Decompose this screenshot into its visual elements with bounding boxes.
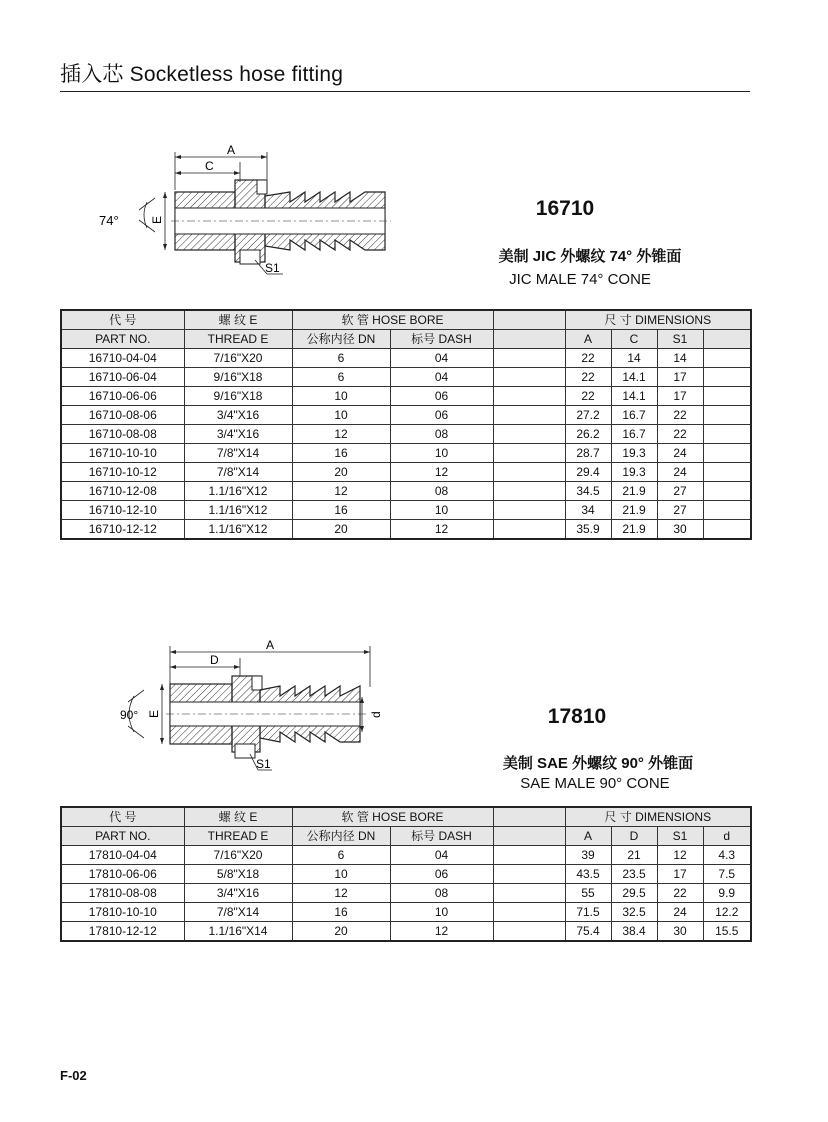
- table-cell: 21.9: [611, 482, 657, 501]
- dim-label-d-upper: D: [210, 653, 219, 667]
- table-cell: [493, 463, 565, 482]
- title-divider: [60, 91, 750, 92]
- table-row: [61, 884, 751, 903]
- table-row: [61, 368, 751, 387]
- table-cell: 30: [657, 922, 703, 942]
- table-cell: 39: [565, 846, 611, 865]
- spec-table-17810: [60, 806, 752, 942]
- table-cell: 17: [657, 368, 703, 387]
- part-number-cell: 16710-06-06: [61, 387, 184, 406]
- table-cell: 12.2: [703, 903, 751, 922]
- table-row: [61, 846, 751, 865]
- header-cell: d: [703, 827, 751, 846]
- table-cell: 9.9: [703, 884, 751, 903]
- table-cell: [703, 520, 751, 540]
- table-row: [61, 444, 751, 463]
- table-cell: 23.5: [611, 865, 657, 884]
- header-cell: 代 号: [61, 310, 184, 330]
- table-cell: 7/8"X14: [184, 444, 292, 463]
- table-cell: 28.7: [565, 444, 611, 463]
- table-cell: [493, 865, 565, 884]
- table-cell: 30: [657, 520, 703, 540]
- table-cell: 16: [292, 444, 390, 463]
- table-cell: 12: [292, 482, 390, 501]
- header-cell: S1: [657, 330, 703, 349]
- table-cell: 43.5: [565, 865, 611, 884]
- table-cell: 22: [565, 349, 611, 368]
- table-row: [61, 349, 751, 368]
- table-cell: [493, 884, 565, 903]
- product-name-cn-16710: 美制 JIC 外螺纹 74° 外锥面: [498, 248, 682, 265]
- table-cell: 6: [292, 349, 390, 368]
- table-row: [61, 865, 751, 884]
- table-cell: 20: [292, 922, 390, 942]
- dim-label-a: A: [227, 143, 236, 157]
- header-cell: 公称内径 DN: [292, 827, 390, 846]
- part-number-cell: 16710-10-10: [61, 444, 184, 463]
- part-number-cell: 17810-12-12: [61, 922, 184, 942]
- table-cell: [493, 387, 565, 406]
- table-cell: [703, 444, 751, 463]
- header-cell: [493, 330, 565, 349]
- table-cell: [703, 349, 751, 368]
- header-cell: 螺 纹 E: [184, 807, 292, 827]
- table-row: [61, 903, 751, 922]
- header-cell: PART NO.: [61, 330, 184, 349]
- dim-label-s1: S1: [256, 757, 271, 771]
- table-cell: 27.2: [565, 406, 611, 425]
- table-cell: 21.9: [611, 501, 657, 520]
- spec-table-16710: [60, 309, 752, 540]
- table-cell: 17: [657, 865, 703, 884]
- header-cell: [493, 827, 565, 846]
- table-row: [61, 520, 751, 540]
- table-cell: 22: [657, 406, 703, 425]
- table-cell: [703, 482, 751, 501]
- table-cell: 04: [390, 846, 493, 865]
- table-cell: [703, 368, 751, 387]
- part-number-cell: 17810-04-04: [61, 846, 184, 865]
- table-row: [61, 922, 751, 942]
- table-cell: 3/4"X16: [184, 406, 292, 425]
- table-cell: 7/16"X20: [184, 846, 292, 865]
- table-cell: 08: [390, 425, 493, 444]
- table-cell: 24: [657, 463, 703, 482]
- table-cell: 06: [390, 406, 493, 425]
- table-cell: 4.3: [703, 846, 751, 865]
- dim-label-d-lower: d: [369, 711, 383, 718]
- table-cell: 9/16"X18: [184, 368, 292, 387]
- header-cell: 代 号: [61, 807, 184, 827]
- table-cell: 1.1/16"X12: [184, 520, 292, 540]
- table-cell: 16.7: [611, 406, 657, 425]
- fitting-drawing-16710: [95, 140, 405, 290]
- table-cell: 14.1: [611, 387, 657, 406]
- product-code-17810: 17810: [547, 705, 607, 728]
- table-cell: 19.3: [611, 463, 657, 482]
- table-cell: 12: [390, 520, 493, 540]
- part-number-cell: 16710-12-12: [61, 520, 184, 540]
- product-name-cn-17810: 美制 SAE 外螺纹 90° 外锥面: [502, 755, 694, 772]
- header-row-en: [61, 827, 751, 846]
- table-cell: 26.2: [565, 425, 611, 444]
- header-cell: 尺 寸 DIMENSIONS: [565, 807, 751, 827]
- part-number-cell: 17810-06-06: [61, 865, 184, 884]
- part-number-cell: 16710-06-04: [61, 368, 184, 387]
- table-cell: 21: [611, 846, 657, 865]
- header-cell: [493, 310, 565, 330]
- header-cell: 标号 DASH: [390, 827, 493, 846]
- part-number-cell: 16710-10-12: [61, 463, 184, 482]
- table-cell: [703, 501, 751, 520]
- table-cell: 16: [292, 903, 390, 922]
- part-number-cell: 17810-08-08: [61, 884, 184, 903]
- table-cell: 12: [390, 463, 493, 482]
- product-name-en-17810: SAE MALE 90° CONE: [520, 775, 670, 792]
- table-cell: 1.1/16"X12: [184, 501, 292, 520]
- table-cell: [493, 425, 565, 444]
- table-cell: 06: [390, 387, 493, 406]
- table-cell: 22: [657, 884, 703, 903]
- table-cell: 7/16"X20: [184, 349, 292, 368]
- table-cell: 14: [657, 349, 703, 368]
- table-cell: 10: [292, 865, 390, 884]
- table-cell: 75.4: [565, 922, 611, 942]
- angle-label: 74°: [99, 213, 119, 228]
- header-cell: 软 管 HOSE BORE: [292, 807, 493, 827]
- header-cell: S1: [657, 827, 703, 846]
- header-cell: [703, 330, 751, 349]
- part-number-cell: 16710-08-06: [61, 406, 184, 425]
- table-cell: 6: [292, 846, 390, 865]
- table-cell: 22: [565, 368, 611, 387]
- dim-label-e: E: [150, 215, 164, 224]
- dim-label-a: A: [266, 638, 275, 652]
- table-row: [61, 463, 751, 482]
- table-cell: [703, 387, 751, 406]
- header-row-cn: [61, 807, 751, 827]
- table-cell: 3/4"X16: [184, 425, 292, 444]
- header-cell: 标号 DASH: [390, 330, 493, 349]
- angle-label: 90°: [120, 708, 139, 722]
- fitting-drawing-17810: [100, 632, 400, 782]
- table-cell: [493, 922, 565, 942]
- header-cell: 螺 纹 E: [184, 310, 292, 330]
- table-cell: [493, 406, 565, 425]
- table-cell: 27: [657, 501, 703, 520]
- table-cell: [493, 349, 565, 368]
- table-cell: 08: [390, 482, 493, 501]
- header-cell: C: [611, 330, 657, 349]
- table-cell: 29.4: [565, 463, 611, 482]
- header-row-en: [61, 330, 751, 349]
- table-cell: 7/8"X14: [184, 903, 292, 922]
- table-cell: 29.5: [611, 884, 657, 903]
- table-row: [61, 425, 751, 444]
- table-cell: [493, 482, 565, 501]
- header-cell: D: [611, 827, 657, 846]
- product-code-16710: 16710: [535, 197, 595, 220]
- dim-label-s1: S1: [265, 261, 280, 275]
- table-cell: 55: [565, 884, 611, 903]
- table-cell: 04: [390, 349, 493, 368]
- table-cell: [493, 501, 565, 520]
- part-number-cell: 16710-04-04: [61, 349, 184, 368]
- table-cell: [493, 368, 565, 387]
- table-row: [61, 501, 751, 520]
- table-cell: 71.5: [565, 903, 611, 922]
- table-cell: 10: [390, 501, 493, 520]
- header-cell: A: [565, 330, 611, 349]
- table-cell: 16: [292, 501, 390, 520]
- table-cell: 27: [657, 482, 703, 501]
- table-cell: 12: [292, 884, 390, 903]
- table-cell: 24: [657, 903, 703, 922]
- header-cell: THREAD E: [184, 827, 292, 846]
- part-number-cell: 16710-12-08: [61, 482, 184, 501]
- header-cell: A: [565, 827, 611, 846]
- table-cell: 06: [390, 865, 493, 884]
- header-cell: 公称内径 DN: [292, 330, 390, 349]
- table-cell: 10: [390, 444, 493, 463]
- header-cell: PART NO.: [61, 827, 184, 846]
- table-cell: 08: [390, 884, 493, 903]
- header-cell: [493, 807, 565, 827]
- table-cell: [493, 903, 565, 922]
- table-cell: 3/4"X16: [184, 884, 292, 903]
- table-cell: 10: [292, 387, 390, 406]
- header-cell: 软 管 HOSE BORE: [292, 310, 493, 330]
- table-cell: 22: [657, 425, 703, 444]
- page-number: F-02: [60, 1068, 87, 1083]
- part-number-cell: 17810-10-10: [61, 903, 184, 922]
- table-cell: 21.9: [611, 520, 657, 540]
- dim-label-c: C: [205, 159, 214, 173]
- table-cell: 1.1/16"X12: [184, 482, 292, 501]
- dim-label-e: E: [147, 709, 161, 718]
- table-cell: 9/16"X18: [184, 387, 292, 406]
- table-cell: 38.4: [611, 922, 657, 942]
- table-row: [61, 387, 751, 406]
- table-cell: 10: [390, 903, 493, 922]
- table-cell: [703, 406, 751, 425]
- table-cell: 17: [657, 387, 703, 406]
- table-cell: 14: [611, 349, 657, 368]
- table-row: [61, 482, 751, 501]
- part-number-cell: 16710-08-08: [61, 425, 184, 444]
- table-cell: 6: [292, 368, 390, 387]
- header-cell: THREAD E: [184, 330, 292, 349]
- table-cell: 5/8"X18: [184, 865, 292, 884]
- table-cell: [493, 520, 565, 540]
- table-cell: 19.3: [611, 444, 657, 463]
- header-row-cn: [61, 310, 751, 330]
- header-cell: 尺 寸 DIMENSIONS: [565, 310, 751, 330]
- page-title: 插入芯 Socketless hose fitting: [60, 63, 344, 86]
- table-cell: [703, 463, 751, 482]
- table-cell: 22: [565, 387, 611, 406]
- table-cell: 35.9: [565, 520, 611, 540]
- table-cell: 24: [657, 444, 703, 463]
- table-row: [61, 406, 751, 425]
- table-cell: [493, 444, 565, 463]
- table-cell: 12: [292, 425, 390, 444]
- table-cell: 12: [657, 846, 703, 865]
- table-cell: 10: [292, 406, 390, 425]
- table-cell: 04: [390, 368, 493, 387]
- table-cell: 20: [292, 520, 390, 540]
- table-cell: 7/8"X14: [184, 463, 292, 482]
- table-cell: 16.7: [611, 425, 657, 444]
- table-cell: 1.1/16"X14: [184, 922, 292, 942]
- table-cell: 34: [565, 501, 611, 520]
- product-name-en-16710: JIC MALE 74° CONE: [509, 271, 651, 288]
- table-cell: [493, 846, 565, 865]
- table-cell: 34.5: [565, 482, 611, 501]
- table-cell: 14.1: [611, 368, 657, 387]
- table-cell: 7.5: [703, 865, 751, 884]
- table-cell: 12: [390, 922, 493, 942]
- table-cell: 20: [292, 463, 390, 482]
- table-cell: [703, 425, 751, 444]
- table-cell: 15.5: [703, 922, 751, 942]
- table-cell: 32.5: [611, 903, 657, 922]
- part-number-cell: 16710-12-10: [61, 501, 184, 520]
